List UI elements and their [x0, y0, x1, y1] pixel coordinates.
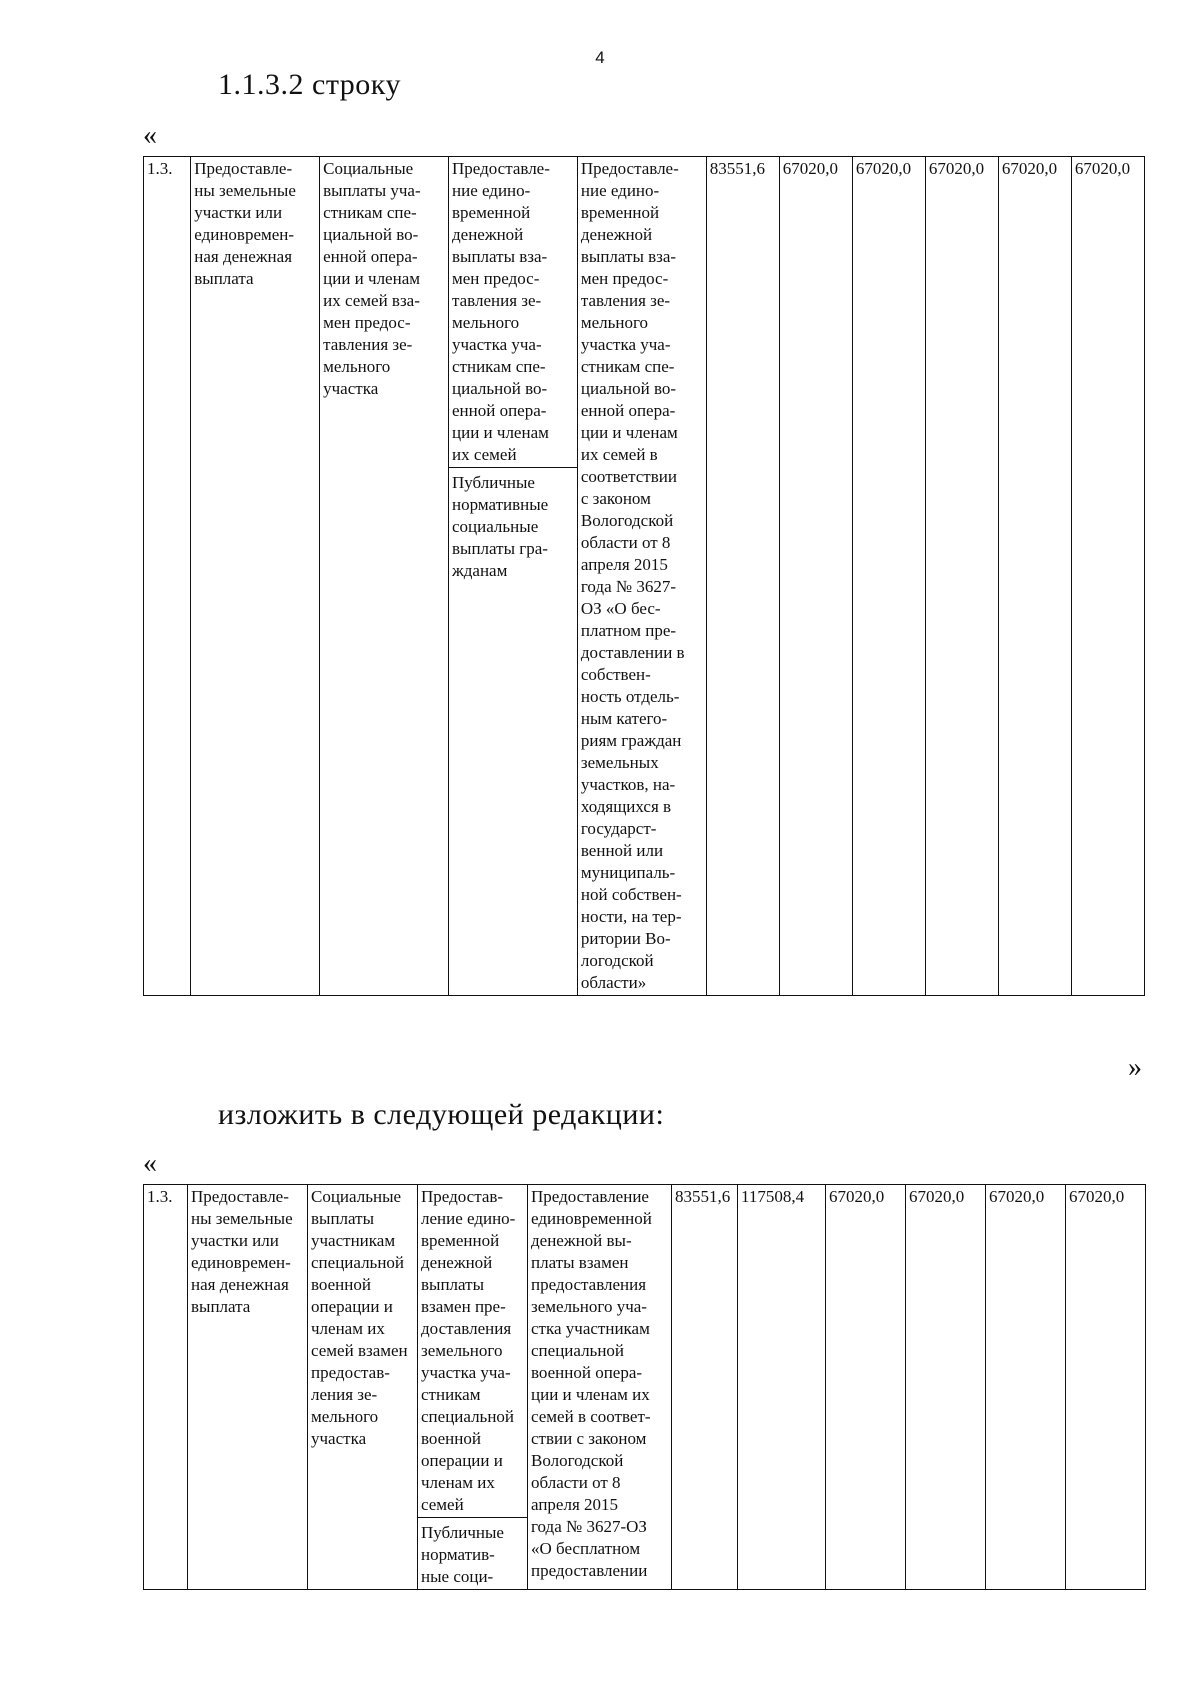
- cell-result-name: Предоставле- ны земельные участки или единовремен- ная денежная выплата: [188, 1185, 308, 1590]
- cell-basis: Предоставление единовременной денежной вы- платы взамен предоставления земельного уча- стка участникам специальной военной опера- ции и членам их семей в соответ- ствии с законом Вологодской области от 8 апреля 2015 года № 3627-ОЗ «О бесплатном предоставлении: [528, 1185, 672, 1590]
- cell-expense-type: Социальные выплаты уча- стникам спе- циальной во- енной опера- ции и членам их семей вза- мен предос- тавления зе- мельного участка: [320, 157, 449, 996]
- row-number: 1.3.: [144, 157, 191, 996]
- cell-event-description: Предостав- ление едино- временной денежной выплаты взамен пре- доставления земельного участка уча- стникам специальной военной операции и членам их семей: [418, 1185, 527, 1518]
- table-old-version: [143, 156, 1145, 996]
- cell-value: 83551,6: [706, 157, 779, 996]
- cell-value: 67020,0: [852, 157, 925, 996]
- closing-quote: »: [1128, 1052, 1142, 1083]
- opening-quote: «: [143, 120, 157, 151]
- cell-result-name: Предоставле- ны земельные участки или единовремен- ная денежная выплата: [191, 157, 320, 996]
- cell-expense-type: Социальные выплаты участникам специальной военной операции и членам их семей взамен предостав- ления зе- мельного участка: [308, 1185, 418, 1590]
- section-heading: 1.1.3.2 строку: [218, 68, 401, 101]
- cell-value: 67020,0: [906, 1185, 986, 1590]
- row-number: 1.3.: [144, 1185, 188, 1590]
- cell-value: 67020,0: [1066, 1185, 1146, 1590]
- cell-event: [418, 1185, 528, 1590]
- cell-value: 83551,6: [672, 1185, 738, 1590]
- table-row: [144, 1185, 1146, 1590]
- cell-value: 67020,0: [925, 157, 998, 996]
- cell-value: 67020,0: [779, 157, 852, 996]
- cell-event-category: Публичные нормативные социальные выплаты гра- жданам: [452, 473, 549, 580]
- page-number: 4: [595, 48, 605, 67]
- cell-value: 67020,0: [826, 1185, 906, 1590]
- cell-value: 117508,4: [738, 1185, 826, 1590]
- cell-value: 67020,0: [1071, 157, 1144, 996]
- table-row: [144, 157, 1145, 996]
- cell-event-description: Предоставле- ние едино- временной денежной выплаты вза- мен предос- тавления зе- мельного участка уча- стникам спе- циальной во- енной опера- ции и членам их семей: [449, 157, 577, 468]
- instruction-heading: изложить в следующей редакции:: [218, 1098, 665, 1131]
- table-new-version: [143, 1184, 1146, 1590]
- cell-value: 67020,0: [986, 1185, 1066, 1590]
- opening-quote: «: [143, 1148, 157, 1179]
- cell-event: [449, 157, 578, 996]
- cell-event-category: Публичные норматив- ные соци-: [421, 1523, 504, 1586]
- cell-value: 67020,0: [998, 157, 1071, 996]
- cell-basis: Предоставле- ние едино- временной денежной выплаты вза- мен предос- тавления зе- мельного участка уча- стникам спе- циальной во- енной опера- ции и членам их семей в соответствии с законом Вологодской области от 8 апреля 2015 года № 3627- ОЗ «О бес- платном пре- доставлении в собствен- ность отдель- ным катего- риям граждан земельных участков, на- ходящихся в государст- венной или муниципаль- ной собствен- ности, на тер- ритории Во- логодской области»: [577, 157, 706, 996]
